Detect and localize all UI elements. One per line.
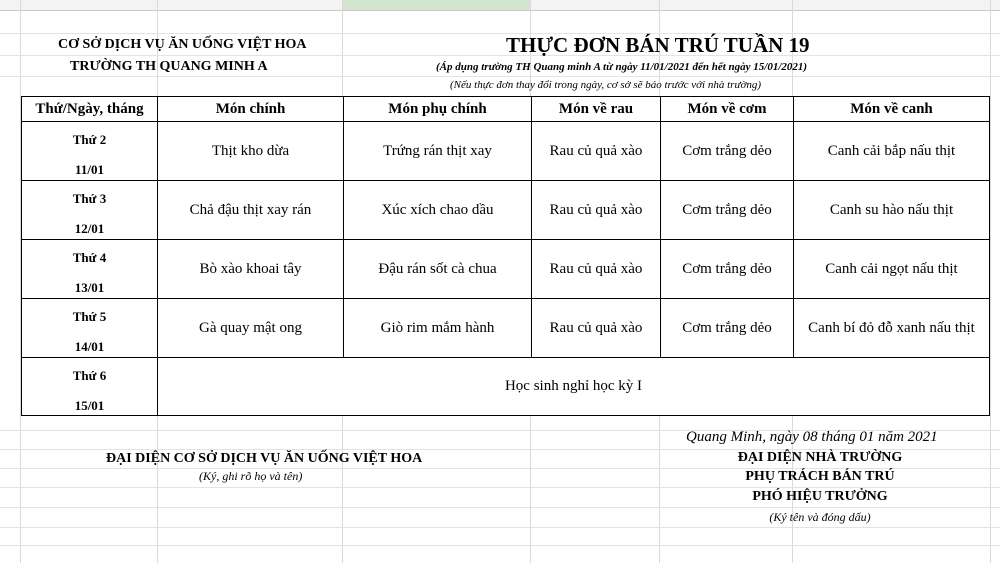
- side-dish-cell: Giò rim mắm hành: [344, 299, 532, 358]
- right-representative-3: PHÓ HIỆU TRƯỞNG: [752, 489, 888, 504]
- table-row: [22, 240, 990, 299]
- header-vegetable: Món về rau: [532, 97, 661, 122]
- rice-cell: Cơm trắng dẻo: [661, 240, 794, 299]
- rice-cell: Cơm trắng dẻo: [661, 299, 794, 358]
- day-date: 11/01: [75, 162, 104, 177]
- menu-table: [21, 96, 990, 416]
- gridline: [0, 33, 1000, 34]
- side-dish-cell: Đậu rán sốt cà chua: [344, 240, 532, 299]
- gridline: [990, 0, 991, 563]
- main-dish-cell: Chả đậu thịt xay rán: [158, 181, 344, 240]
- soup-cell: Canh su hào nấu thịt: [794, 181, 990, 240]
- header-rice: Món về cơm: [661, 97, 794, 122]
- selected-column-header[interactable]: [342, 0, 530, 10]
- header-soup: Món về canh: [794, 97, 990, 122]
- applies-note: (Áp dụng trường TH Quang minh A từ ngày 11/01/2021 đến hết ngày 15/01/2021): [436, 61, 808, 73]
- rice-cell: Cơm trắng dẻo: [661, 122, 794, 181]
- vegetable-cell: Rau củ quả xào: [532, 299, 661, 358]
- table-row: [22, 299, 990, 358]
- table-header-row: [22, 97, 990, 122]
- day-cell: [22, 358, 158, 416]
- day-cell: [22, 299, 158, 358]
- day-date: 15/01: [74, 398, 105, 413]
- table-row-holiday: [22, 358, 990, 416]
- org-name: CƠ SỞ DỊCH VỤ ĂN UỐNG VIỆT HOA: [58, 37, 307, 52]
- place-date: Quang Minh, ngày 08 tháng 01 năm 2021: [686, 429, 938, 445]
- gridline: [0, 507, 1000, 508]
- main-dish-cell: Thịt kho dừa: [158, 122, 344, 181]
- day-date: 14/01: [74, 339, 105, 354]
- day-name: Thứ 3: [72, 191, 107, 206]
- side-dish-cell: Xúc xích chao dầu: [344, 181, 532, 240]
- school-name: TRƯỜNG TH QUANG MINH A: [70, 59, 268, 74]
- gridline: [0, 527, 1000, 528]
- gridline: [0, 76, 1000, 77]
- right-representative-2: PHỤ TRÁCH BÁN TRÚ: [745, 469, 895, 484]
- header-side-dish: Món phụ chính: [344, 97, 532, 122]
- day-cell: [22, 122, 158, 181]
- right-sign-note: (Ký tên và đóng dấu): [769, 510, 871, 524]
- day-cell: [22, 240, 158, 299]
- left-sign-note: (Ký, ghi rõ họ và tên): [199, 469, 303, 483]
- table-row: [22, 122, 990, 181]
- day-date: 12/01: [74, 221, 105, 236]
- left-representative: ĐẠI DIỆN CƠ SỞ DỊCH VỤ ĂN UỐNG VIỆT HOA: [106, 451, 423, 466]
- day-name: Thứ 2: [72, 132, 107, 147]
- side-dish-cell: Trứng rán thịt xay: [344, 122, 532, 181]
- vegetable-cell: Rau củ quả xào: [532, 181, 661, 240]
- table-row: [22, 181, 990, 240]
- page-title: THỰC ĐƠN BÁN TRÚ TUẦN 19: [506, 33, 810, 57]
- vegetable-cell: Rau củ quả xào: [532, 240, 661, 299]
- rice-cell: Cơm trắng dẻo: [661, 181, 794, 240]
- soup-cell: Canh cải ngọt nấu thịt: [794, 240, 990, 299]
- right-representative-1: ĐẠI DIỆN NHÀ TRƯỜNG: [737, 450, 903, 465]
- gridline: [0, 487, 1000, 488]
- vegetable-cell: Rau củ quả xào: [532, 122, 661, 181]
- header-day: Thứ/Ngày, tháng: [22, 97, 158, 122]
- day-name: Thứ 5: [72, 309, 107, 324]
- main-dish-cell: Gà quay mật ong: [158, 299, 344, 358]
- gridline: [0, 545, 1000, 546]
- day-name: Thứ 6: [72, 368, 107, 383]
- soup-cell: Canh bí đỏ đỗ xanh nấu thịt: [794, 299, 990, 358]
- day-cell: [22, 181, 158, 240]
- gridline: [0, 55, 1000, 56]
- main-dish-cell: Bò xào khoai tây: [158, 240, 344, 299]
- header-main-dish: Món chính: [158, 97, 344, 122]
- change-note: (Nếu thực đơn thay đổi trong ngày, cơ sở sẽ báo trước với nhà trường): [450, 79, 761, 91]
- soup-cell: Canh cải bắp nấu thịt: [794, 122, 990, 181]
- holiday-note: Học sinh nghỉ học kỳ I: [158, 358, 990, 416]
- day-name: Thứ 4: [72, 250, 107, 265]
- day-date: 13/01: [74, 280, 105, 295]
